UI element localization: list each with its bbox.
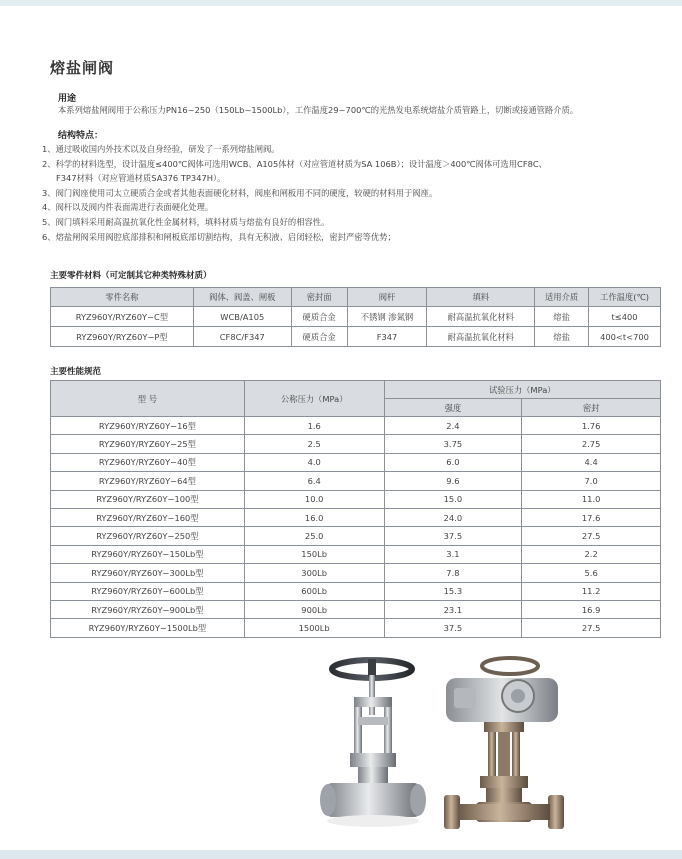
table-cell: 耐高温抗氧化材料 (427, 307, 535, 327)
table-row (51, 417, 661, 435)
feature-item: 6、熔盐闸阀采用阀腔底部排积和闸板底部切割结构，具有无积液、启闭轻松，密封严密等优势； (42, 231, 396, 242)
table-cell: 1.6 (244, 417, 384, 435)
table-cell: 硬质合金 (291, 307, 347, 327)
table-cell: RYZ960Y/RYZ60Y−P型 (51, 327, 194, 347)
table-cell: 10.0 (244, 490, 384, 508)
footer-band (0, 850, 682, 859)
table-cell: 900Lb (244, 600, 384, 618)
page-title: 熔盐闸阀 (50, 59, 115, 77)
table-cell: 2.2 (522, 545, 661, 563)
table-cell: RYZ960Y/RYZ60Y−900Lb型 (51, 600, 245, 618)
table-cell: RYZ960Y/RYZ60Y−40型 (51, 453, 245, 471)
table-cell: t≤400 (589, 307, 661, 327)
table-cell: 1500Lb (244, 619, 384, 637)
materials-heading: 主要零件材料（可定制其它种类特殊材质） (50, 271, 212, 281)
col-header: 工作温度(℃) (589, 288, 661, 307)
performance-table (50, 380, 661, 638)
table-row (51, 435, 661, 453)
table-row (51, 619, 661, 637)
table-cell: 1.76 (522, 417, 661, 435)
table-cell: 硬质合金 (291, 327, 347, 347)
table-row (51, 453, 661, 471)
table-row (51, 307, 661, 327)
table-cell: 熔盐 (535, 327, 589, 347)
table-cell: CF8C/F347 (193, 327, 291, 347)
table-row (51, 564, 661, 582)
col-header: 阀体、阀盖、闸板 (193, 288, 291, 307)
table-cell: 3.75 (384, 435, 522, 453)
col-header-pressure: 公称压力（MPa） (244, 381, 384, 417)
table-cell: 6.0 (384, 453, 522, 471)
col-header: 填料 (427, 288, 535, 307)
table-cell: 2.75 (522, 435, 661, 453)
table-row (51, 490, 661, 508)
table-cell: 15.3 (384, 582, 522, 600)
table-cell: RYZ960Y/RYZ60Y−1500Lb型 (51, 619, 245, 637)
table-cell: 不锈钢 渗氮钢 (347, 307, 427, 327)
col-header: 零件名称 (51, 288, 194, 307)
table-cell: 400<t<700 (589, 327, 661, 347)
feature-item: 5、阀门填料采用耐高温抗氧化性金属材料，填料材质与熔盐有良好的相容性。 (42, 216, 330, 227)
table-cell: 300Lb (244, 564, 384, 582)
feature-item: 4、阀杆以及阀内件表面需进行表面硬化处理。 (42, 202, 214, 213)
col-header-model: 型 号 (51, 381, 245, 417)
table-cell: 熔盐 (535, 307, 589, 327)
electric-actuator-valve-photo (440, 652, 568, 834)
table-cell: 37.5 (384, 619, 522, 637)
table-cell: RYZ960Y/RYZ60Y−600Lb型 (51, 582, 245, 600)
features-heading: 结构特点： (58, 131, 104, 141)
handwheel-valve-photo (318, 655, 428, 833)
table-cell: 2.4 (384, 417, 522, 435)
table-cell: 24.0 (384, 508, 522, 526)
table-cell: 27.5 (522, 527, 661, 545)
table-row (51, 545, 661, 563)
usage-text: 本系列熔盐闸阀用于公称压力PN16~250（150Lb~1500Lb），工作温度29~700℃的光热发电系统熔盐介质管路上，切断或接通管路介质。 (58, 105, 579, 115)
table-cell: RYZ960Y/RYZ60Y−250型 (51, 527, 245, 545)
table-cell: RYZ960Y/RYZ60Y−64型 (51, 472, 245, 490)
col-header: 适用介质 (535, 288, 589, 307)
feature-item: F347材料（对应管道材质SA376 TP347H）。 (56, 173, 226, 184)
table-header-row (51, 288, 661, 307)
table-cell: 6.4 (244, 472, 384, 490)
table-row (51, 600, 661, 618)
table-cell: 5.6 (522, 564, 661, 582)
table-cell: 16.9 (522, 600, 661, 618)
col-header-test: 试验压力（MPa） (384, 381, 660, 399)
performance-heading: 主要性能规范 (50, 367, 102, 377)
table-cell: RYZ960Y/RYZ60Y−16型 (51, 417, 245, 435)
table-cell: 3.1 (384, 545, 522, 563)
table-cell: 耐高温抗氧化材料 (427, 327, 535, 347)
table-cell: RYZ960Y/RYZ60Y−150Lb型 (51, 545, 245, 563)
handwheel-icon (482, 658, 538, 674)
materials-table (50, 287, 661, 347)
table-cell: F347 (347, 327, 427, 347)
features-list (42, 142, 672, 244)
table-cell: 16.0 (244, 508, 384, 526)
table-cell: 7.0 (522, 472, 661, 490)
col-header: 阀杆 (347, 288, 427, 307)
table-cell: 25.0 (244, 527, 384, 545)
table-cell: 4.4 (522, 453, 661, 471)
table-cell: 11.0 (522, 490, 661, 508)
table-cell: 2.5 (244, 435, 384, 453)
table-cell: 37.5 (384, 527, 522, 545)
table-row (51, 327, 661, 347)
table-cell: 23.1 (384, 600, 522, 618)
feature-item: 2、科学的材料选型，设计温度≤400℃阀体可选用WCB、A105体材（对应管道材质为SA 106B）；设计温度＞400℃阀体可选用CF8C、 (42, 158, 547, 169)
table-row (51, 472, 661, 490)
performance-table-body (51, 417, 661, 638)
table-cell: RYZ960Y/RYZ60Y−300Lb型 (51, 564, 245, 582)
table-cell: 11.2 (522, 582, 661, 600)
table-row (51, 582, 661, 600)
table-cell: 4.0 (244, 453, 384, 471)
col-header: 密封面 (291, 288, 347, 307)
usage-heading: 用途 (58, 94, 77, 104)
table-cell: RYZ960Y/RYZ60Y−100型 (51, 490, 245, 508)
table-cell: 27.5 (522, 619, 661, 637)
col-header-strength: 强度 (384, 399, 522, 417)
table-header-row (51, 381, 661, 399)
table-cell: 7.8 (384, 564, 522, 582)
table-cell: 9.6 (384, 472, 522, 490)
col-header-seal: 密封 (522, 399, 661, 417)
top-edge (0, 0, 682, 6)
table-cell: RYZ960Y/RYZ60Y−C型 (51, 307, 194, 327)
table-row (51, 527, 661, 545)
table-cell: RYZ960Y/RYZ60Y−25型 (51, 435, 245, 453)
table-cell: 15.0 (384, 490, 522, 508)
table-cell: RYZ960Y/RYZ60Y−160型 (51, 508, 245, 526)
table-cell: 600Lb (244, 582, 384, 600)
feature-item: 3、阀门阀座使用司太立硬质合金或者其他表面硬化材料，阀座和闸板用不同的硬度，较硬的材料用于阀座。 (42, 187, 438, 198)
table-cell: 17.6 (522, 508, 661, 526)
feature-item: 1、通过吸收国内外技术以及自身经验，研发了一系列熔盐闸阀。 (42, 144, 280, 154)
table-cell: 150Lb (244, 545, 384, 563)
table-row (51, 508, 661, 526)
table-cell: WCB/A105 (193, 307, 291, 327)
